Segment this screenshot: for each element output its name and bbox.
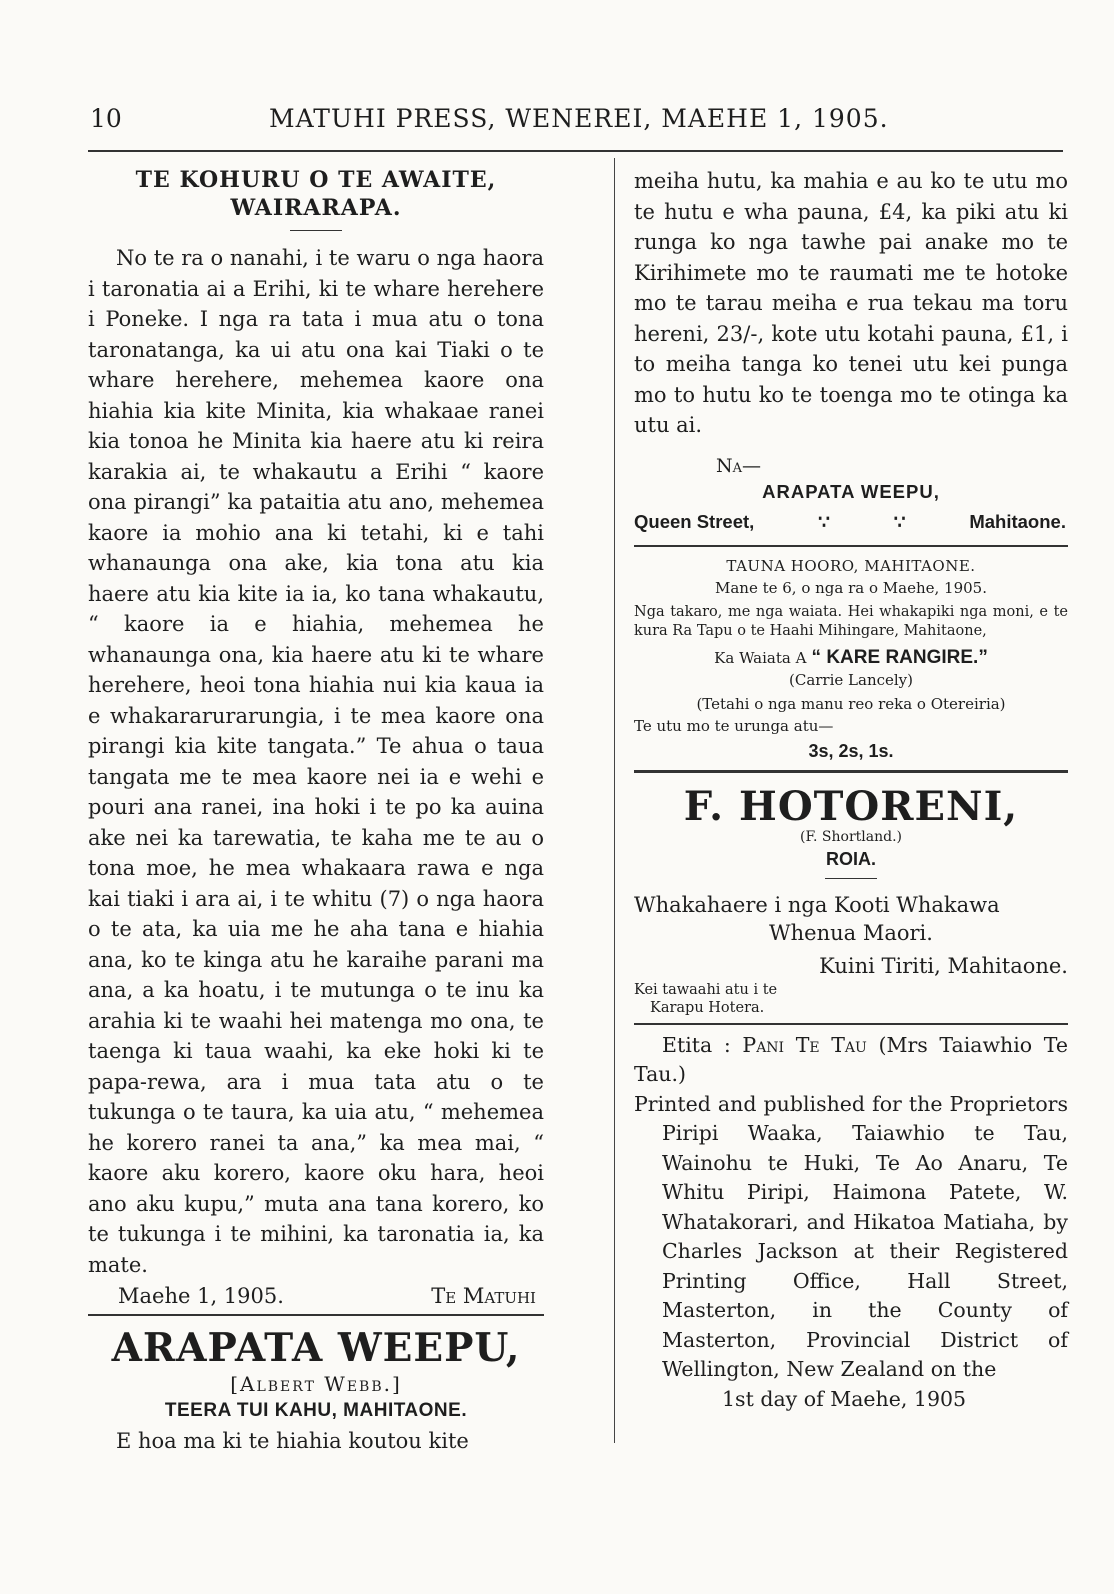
weepu-sign-name: ARAPATA WEEPU, bbox=[762, 480, 940, 502]
concert-song-prefix: Ka Waiata A bbox=[714, 648, 807, 667]
imprint-date: 1st day of Maehe, 1905 bbox=[722, 1386, 967, 1411]
weepu-address: TEERA TUI KAHU, MAHITAONE. bbox=[164, 1400, 468, 1421]
imprint-editor-label: Etita : bbox=[662, 1032, 731, 1057]
hotoreni-rule bbox=[634, 770, 1068, 773]
hotoreni-name: F. HOTORENI, bbox=[683, 782, 1019, 830]
weepu-sign-town: Mahitaone. bbox=[969, 510, 1066, 532]
concert-rule bbox=[634, 545, 1068, 547]
concert-details: Nga takaro, me nga waiata. Hei whakapiki nga moni, e te kura Ra Tapu o te Haahi Mihingare, Mahitaone, bbox=[634, 603, 1068, 639]
weepu-english-name: [Albert Webb.] bbox=[230, 1372, 402, 1396]
imprint-rule bbox=[634, 1023, 1068, 1025]
article-title-line1: TE KOHURU O TE AWAITE, bbox=[135, 167, 497, 193]
concert-hall: TAUNA HOORO, MAHITAONE. bbox=[726, 556, 976, 575]
article-date: Maehe 1, 1905. bbox=[118, 1284, 284, 1308]
weepu-ad-name: ARAPATA WEEPU, bbox=[111, 1325, 521, 1371]
weepu-ad-body-cont: meiha hutu, ka mahia e au ko te utu mo te hutu e wha pauna, £4, ka piki atu ki runga ko nga tawhe pai anake mo te Kirihimete mo te raumati me te hotoke mo te tarau meiha e rua tekau ma toru hereni, 23/-, kote utu kotahi pauna, £1, i to meiha tanga ko tenei utu kei punga mo to hutu ko te toenga mo te otinga ka utu ai. bbox=[634, 169, 1068, 437]
column-divider bbox=[614, 158, 615, 1443]
concert-prices: 3s, 2s, 1s. bbox=[808, 740, 894, 761]
ad-separator-rule bbox=[88, 1314, 544, 1316]
concert-date: Mane te 6, o nga ra o Maehe, 1905. bbox=[714, 578, 987, 597]
weepu-sign-address bbox=[634, 511, 1068, 533]
imprint-editor-alias: (Mrs Taiawhio Te Tau.) bbox=[634, 1032, 1068, 1086]
concert-singer-note: (Tetahi o nga manu reo reka o Otereiria) bbox=[696, 694, 1006, 713]
article-title-line2: WAIRARAPA. bbox=[230, 195, 402, 221]
imprint-editor-name: Pani Te Tau bbox=[742, 1032, 867, 1057]
weepu-sign-dots-2: ∵ bbox=[893, 510, 906, 532]
title-rule bbox=[290, 230, 342, 231]
article-signature: Te Matuhi bbox=[431, 1284, 536, 1308]
concert-song bbox=[634, 647, 1068, 669]
masthead: MATUHI PRESS, WENEREI, MAEHE 1, 1905. bbox=[269, 104, 889, 133]
article-body: No te ra o nanahi, i te waru o nga haora i taronatia ai a Erihi, ki te whare herehere i Poneke. I nga ra tata i mua atu o tona taronatanga, ka ui atu ona kai Tiaki o te whare herehere, mehemea kaore ona hiahia kia kite Minita, kia whakaae ranei kia tonoa he Minita kia haere atu ki reira karakia ai, te whakautu a Erihi “ kaore ona pirangi” ka pataitia atu ano, mehemea kaore ia mohio ana ki tetahi, ki e tahi whanaunga ona ake, kia tona atu kia haere atu kia kite ia ia, ko tana whakautu, “ kaore ia e hiahia, mehemea he whanaunga ona, kia haere atu ki te whare herehere, heoi tona hiahia nui kia kaua ia e whakararurarungia, i te mea kaore ona pirangi kia kite tangata.” Te ahua o taua tangata me te mea kaore nei ia e wehi e pouri ana ranei, ina hoki i te po ka auina ake nei ka tarewatia, te kaha me te au o tona moe, he mea whakaara rawa e nga kai tiaki i ara ai, i te whitu (7) o nga haora o te ata, ka uia me he aha tana e hiahia ana, ko te kinga atu he karaihe parani ma ana, a ka hoatu, i te mutunga o te inu ka arahia ki te waahi hei matenga mo ona, te taenga ki taua waahi, ka eke hoki ki te papa-rewa, ara i mua tata atu o te tukunga o te taura, ka uia atu, “ mehemea he korero ranei ta ana,” ka mea mai, “ kaore aku korero, kaore oku hara, heoi ano aku kupu,” muta ana tana korero, ko te tukunga i te mihini, ka taronatia ia, ka mate. bbox=[88, 246, 544, 1277]
imprint-editor bbox=[634, 1031, 1068, 1090]
concert-song-title: “ KARE RANGIRE.” bbox=[811, 646, 988, 668]
hotoreni-address: Kuini Tiriti, Mahitaone. bbox=[819, 953, 1068, 978]
hotoreni-english-name: (F. Shortland.) bbox=[800, 828, 902, 845]
hotoreni-line2: Whenua Maori. bbox=[769, 920, 933, 945]
page-number: 10 bbox=[90, 104, 122, 133]
page-header bbox=[84, 100, 1044, 140]
concert-singer: (Carrie Lancely) bbox=[788, 670, 914, 689]
imprint-printed: Printed and published for the Proprietors Piripi Waaka, Taiawhio te Tau, Wainohu te Huki, Te Ao Anaru, Te Whitu Piripi, Haimona Patete, W. Whatakorari, and Hikatoa Matiaha, by Charles Jackson at their Registered Printing Office, Hall Street, Masterton, in the County of Masterton, Provincial District of Wellington, New Zealand on the bbox=[634, 1091, 1068, 1381]
hotoreni-note1: Kei tawaahi atu i te bbox=[634, 981, 778, 998]
weepu-sign-dots-1: ∵ bbox=[818, 510, 830, 532]
header-rule bbox=[88, 150, 1063, 152]
article-signoff bbox=[118, 1284, 536, 1308]
article-title bbox=[88, 166, 544, 222]
weepu-ad-body-start: E hoa ma ki te hiahia koutou kite bbox=[116, 1429, 469, 1453]
left-column bbox=[88, 166, 544, 1457]
hotoreni-short-rule bbox=[825, 878, 877, 879]
hotoreni-note2: Karapu Hotera. bbox=[650, 999, 765, 1016]
right-column bbox=[634, 166, 1068, 1414]
weepu-sign-street: Queen Street, bbox=[634, 510, 755, 532]
weepu-sign-prefix: Na— bbox=[716, 454, 762, 477]
hotoreni-role: ROIA. bbox=[825, 848, 876, 869]
concert-price-label: Te utu mo te urunga atu— bbox=[634, 716, 834, 735]
hotoreni-line1: Whakahaere i nga Kooti Whakawa bbox=[634, 892, 1000, 917]
